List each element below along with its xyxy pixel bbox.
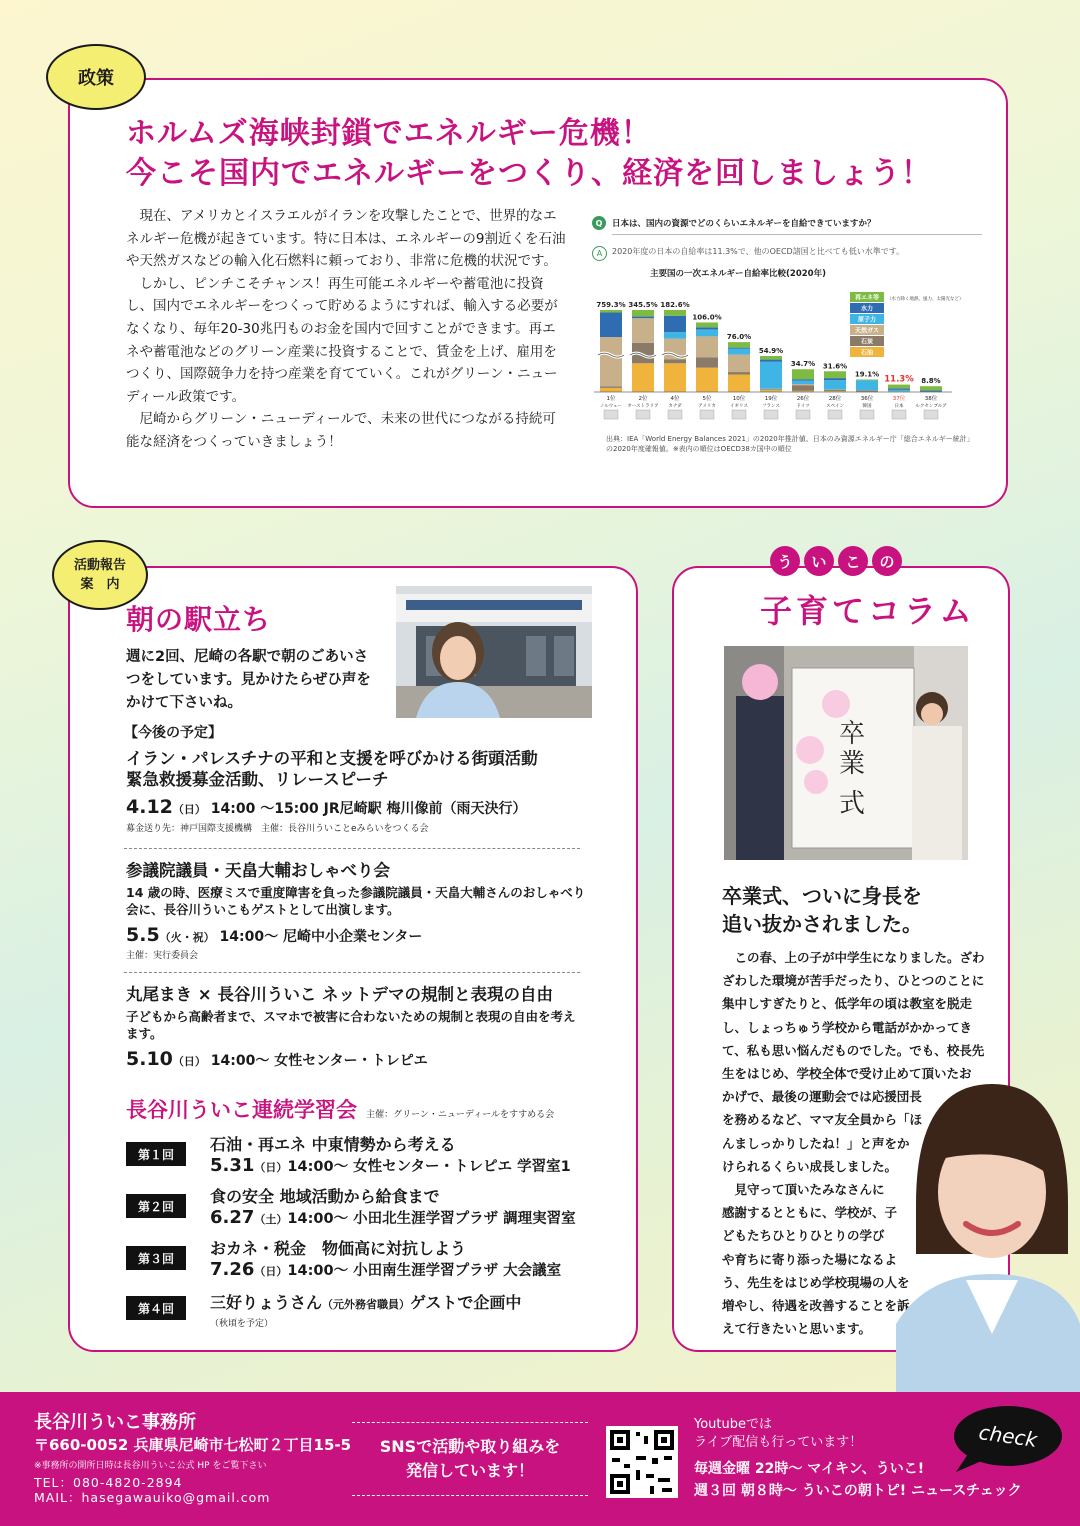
bar-value-label: 31.6% <box>822 362 848 371</box>
event-2-title: 参議院議員・天畠大輔おしゃべり会 <box>126 861 390 880</box>
bar-segment <box>696 336 718 357</box>
lecture-2-badge: 第２回 <box>126 1194 186 1218</box>
bar-category-label: ノルウェー <box>599 404 623 409</box>
policy-headline-line1: ホルムズ海峡封鎖でエネルギー危機！ <box>126 116 652 151</box>
column-headline-line1: 卒業式、ついに身長を <box>722 884 922 908</box>
lecture-2-title: 食の安全 地域活動から給食まで <box>210 1187 440 1206</box>
divider-1 <box>124 848 580 849</box>
event-3-title: 丸尾まき × 長谷川ういこ ネットデマの規制と表現の自由 <box>126 985 554 1004</box>
legend-label: 天然ガス <box>854 327 880 335</box>
bar-segment <box>600 337 622 386</box>
lecture-3-day: （日） <box>254 1265 288 1278</box>
office-name: 長谷川ういこ事務所 <box>34 1412 196 1433</box>
event-2-desc: 14 歳の時、医療ミスで重度障害を負った参議院議員・天畠大輔さんのおしゃべり会に、長谷川ういこもゲストとして出演します。 <box>126 885 586 917</box>
lecture-4-title-c: ゲストで企画中 <box>410 1293 522 1312</box>
bar-value-label: 8.8% <box>921 377 941 386</box>
bar-rank-label: 37位 <box>892 396 906 402</box>
chart-title: 主要国の一次エネルギー自給率比較(2020年) <box>650 269 826 279</box>
chart-source: 出典：IEA「World Energy Balances 2021」の2020年推計値、日本のみ資源エネルギー庁「総合エネルギー統計」の2020年度確報値。※表内の順位はOECD38カ国中の順位 <box>606 435 974 453</box>
bar-value-label: 11.3% <box>884 374 914 385</box>
youtube-line1: Youtubeでは <box>694 1417 772 1432</box>
column-line: この春、上の子が中学生になりました。ざわ <box>734 950 985 965</box>
schedule-label: 【今後の予定】 <box>124 725 222 741</box>
lecture-1-date <box>210 1156 571 1178</box>
lecture-2-date <box>210 1208 576 1230</box>
country-flag <box>636 410 650 419</box>
column-headline <box>722 882 922 938</box>
bar-segment <box>760 356 782 360</box>
bubble-ko-label: こ <box>845 552 861 571</box>
study-series-header <box>126 1094 554 1124</box>
youtube-line3: 毎週金曜 22時〜 マイキン、ういこ! <box>694 1461 925 1477</box>
graduation-photo-image <box>724 646 968 860</box>
lecture-2 <box>210 1186 576 1230</box>
event-3-rest: 14:00〜 女性センター・トレピエ <box>210 1053 428 1069</box>
bar-segment <box>888 385 910 389</box>
event-1-place: JR尼崎駅 梅川像前（雨天決行） <box>323 801 527 817</box>
policy-paragraph-2: しかし、ピンチこそチャンス！再生可能エネルギーや蓄電池に投資し、国内でエネルギーをつくって貯めるようにすれば、輸入する必要がなくなり、毎年20-30兆円ものお金を国内で回すことができます。再エネや蓄電池などのグリーン産業に投資することで、賃金を上げ、雇用をつくり、国際競争力を持つ産業を育てていく。これがグリーン・ニューディール政策です。 <box>126 275 558 405</box>
bar-segment <box>760 389 782 390</box>
policy-paragraph-3: 尼崎からグリーン・ニューディールで、未来の世代につながる持続可能な経済をつくっていきましょう！ <box>126 411 556 450</box>
bar-category-label: アメリカ <box>698 404 716 409</box>
event-1-day: （日） <box>172 803 206 816</box>
bar-segment <box>824 390 846 391</box>
column-line: を務めるなど、ママ友全員から「ほ <box>722 1112 923 1128</box>
event-3-desc: 子どもから高齢者まで、スマホで被害に合わないための規制と表現の自由を考えます。 <box>126 1009 576 1041</box>
event-2-day: （火・祝） <box>159 931 215 944</box>
bar-segment <box>696 329 718 336</box>
bar-rank-label: 5位 <box>702 396 712 402</box>
sns-line2: 発信しています！ <box>405 1461 534 1480</box>
bar-segment <box>728 372 750 374</box>
event-3 <box>126 984 586 1070</box>
country-flag <box>700 410 714 419</box>
bar-value-label: 759.3% <box>596 301 626 309</box>
bubble-u-label: う <box>777 552 793 571</box>
column-line: う、先生をはじめ学校現場の人を <box>722 1274 910 1290</box>
footer <box>0 1392 1080 1526</box>
bar-rank-label: 1位 <box>606 396 616 402</box>
bar-segment <box>792 369 814 379</box>
policy-paragraph-1: 現在、アメリカとイスラエルがイランを攻撃したことで、世界的なエネルギー危機が起きています。特に日本は、エネルギーの9割近くを石油や天然ガスなどの輸入化石燃料に頼っており、非常に危機的状況です。 <box>126 208 566 270</box>
station-photo <box>396 586 592 718</box>
qa-box <box>588 212 984 262</box>
bar-value-label: 76.0% <box>726 333 752 342</box>
answer-icon-label: A <box>596 249 603 258</box>
lecture-1-date-number: 5.31 <box>210 1155 255 1176</box>
bubble-i <box>804 546 834 576</box>
bar-rank-label: 36位 <box>860 396 874 402</box>
event-2 <box>126 860 586 961</box>
bar-category-label: 日本 <box>894 404 904 409</box>
answer-icon <box>592 246 607 261</box>
bar-rank-label: 10位 <box>732 396 746 402</box>
lecture-1 <box>210 1134 571 1178</box>
column-line: 集中しすぎたりと、低学年の頃は教室を脱走 <box>722 996 973 1012</box>
lecture-4-title-a: 三好りょうさん <box>210 1293 323 1312</box>
country-flag <box>604 410 618 419</box>
policy-body <box>126 205 566 454</box>
lecture-4 <box>210 1292 521 1329</box>
bar-segment <box>760 362 782 389</box>
column-line: 増やし、待遇を改善することを訴 <box>722 1298 910 1314</box>
lecture-4-title <box>210 1292 521 1316</box>
bar-segment <box>728 355 750 372</box>
lecture-4-title-b: （元外務省職員） <box>322 1298 411 1311</box>
question-icon-label: Q <box>595 218 603 228</box>
bar-segment <box>664 363 686 392</box>
lecture-3-date <box>210 1260 561 1282</box>
bubble-u <box>770 546 800 576</box>
country-flag <box>668 410 682 419</box>
bar-segment <box>760 389 782 390</box>
lecture-1-rest: 14:00〜 女性センター・トレピエ 学習室1 <box>287 1159 571 1175</box>
bar-segment <box>696 368 718 392</box>
bar-segment <box>696 322 718 327</box>
policy-headline-line2: 今こそ国内でエネルギーをつくり、経済を回しましょう！ <box>126 156 932 191</box>
activity-tag-line2: 案 内 <box>80 577 120 592</box>
lecture-3-date-number: 7.26 <box>210 1259 255 1280</box>
photo-sign-char-3: 式 <box>838 789 866 819</box>
bar-value-label: 19.1% <box>854 370 880 379</box>
sns-line1: SNSで活動や取り組みを <box>379 1437 561 1456</box>
country-flag <box>796 410 810 419</box>
youtube-line4: 週３回 朝８時〜 ういこの朝トピ! ニュースチェック <box>694 1483 1022 1499</box>
column-line: ざわした環境が苦手だったり、ひとつのことに <box>722 973 985 989</box>
divider-2 <box>124 972 580 973</box>
event-1-note: 募金送り先：神戸国際支援機構 主催：長谷川ういことeみらいをつくる会 <box>126 824 429 834</box>
office-note: ※事務所の開所日時は長谷川ういこ公式 HP をご覧下さい <box>34 1461 267 1471</box>
policy-tag-label: 政策 <box>78 68 114 89</box>
check-speech-bubble <box>946 1396 1066 1476</box>
bubble-ko <box>838 546 868 576</box>
youtube-line2: ライブ配信も行っています！ <box>694 1435 863 1450</box>
bar-segment <box>920 386 942 390</box>
column-line: 見守って頂いたみなさんに <box>734 1182 885 1198</box>
country-flag <box>892 410 906 419</box>
bar-category-label: イギリス <box>730 404 748 409</box>
bar-category-label: オーストラリア <box>627 404 659 409</box>
station-text: 週に2回、尼崎の各駅で朝のごあいさつをしています。見かけたらぜひ声をかけて下さいね。 <box>126 649 371 711</box>
country-flag <box>924 410 938 419</box>
bar-segment <box>728 349 750 355</box>
column-line: えて行きたいと思います。 <box>722 1321 872 1337</box>
bar-value-label: 345.5% <box>628 301 658 309</box>
bar-segment <box>600 386 622 388</box>
bar-segment <box>856 390 878 391</box>
event-2-date-number: 5.5 <box>126 924 160 946</box>
sns-box <box>352 1422 588 1496</box>
event-1-date <box>126 796 596 818</box>
column-line: 感謝するとともに、学校が、子 <box>722 1205 898 1221</box>
office-address: 〒660-0052 兵庫県尼崎市七松町２丁目15-5 <box>34 1436 352 1454</box>
activity-tag-line1: 活動報告 <box>73 558 126 573</box>
column-line: し、しょっちゅう学校から電話がかかってき <box>722 1019 973 1035</box>
bar-segment <box>728 375 750 392</box>
event-3-date <box>126 1048 586 1070</box>
lecture-4-badge: 第４回 <box>126 1296 186 1320</box>
column-line: んましっかりしたね！」と声をか <box>722 1135 910 1151</box>
bar-segment <box>664 310 686 316</box>
bar-category-label: カナダ <box>668 404 682 409</box>
bar-segment <box>792 384 814 385</box>
legend-note: （水力除く地熱、風力、太陽光など） <box>887 297 964 302</box>
bar-category-label: ドイツ <box>796 404 810 409</box>
bar-segment <box>632 318 654 343</box>
bar-segment <box>856 379 878 380</box>
lecture-1-day: （日） <box>254 1161 288 1174</box>
bar-rank-label: 19位 <box>764 396 778 402</box>
bar-segment <box>600 310 622 312</box>
study-series-title: 長谷川ういこ連続学習会 <box>126 1098 357 1122</box>
question-icon <box>592 216 606 230</box>
column-headline-line2: 追い抜かされました。 <box>722 912 922 936</box>
bar-segment <box>664 359 686 363</box>
bar-segment <box>632 317 654 319</box>
column-line: 生をはじめ、学校全体で受け止めて頂いたお <box>722 1066 972 1082</box>
lecture-3-title: おカネ・税金 物価高に対抗しよう <box>210 1239 467 1258</box>
photo-sign-char-2: 業 <box>838 749 866 779</box>
bar-segment <box>696 357 718 367</box>
bar-value-label: 182.6% <box>660 301 690 309</box>
event-1-title-line1: イラン・パレスチナの平和と支援を呼びかける街頭活動 <box>126 749 538 768</box>
legend-label: 石炭 <box>860 338 874 346</box>
bar-segment <box>728 342 750 347</box>
bar-segment <box>824 378 846 380</box>
country-flag <box>828 410 842 419</box>
energy-chart-block <box>588 212 984 462</box>
country-flag <box>732 410 746 419</box>
lecture-2-day: （土） <box>254 1213 288 1226</box>
event-1-title-line2: 緊急救援募金活動、リレースピーチ <box>126 770 389 789</box>
bar-segment <box>856 380 878 390</box>
question-rule <box>612 234 982 235</box>
bar-segment <box>600 388 622 392</box>
column-title: 子育てコラム <box>760 592 976 630</box>
bar-segment <box>824 380 846 389</box>
energy-self-sufficiency-chart <box>588 266 984 434</box>
event-1-time: 14:00 〜15:00 <box>210 801 319 817</box>
event-3-date-number: 5.10 <box>126 1048 173 1070</box>
lecture-1-badge: 第１回 <box>126 1142 186 1166</box>
lecture-1-title: 石油・再エネ 中東情勢から考える <box>210 1135 456 1154</box>
bar-value-label: 54.9% <box>758 346 784 355</box>
lecture-3 <box>210 1238 561 1282</box>
bar-segment <box>696 327 718 329</box>
qr-code-icon[interactable] <box>606 1426 678 1498</box>
bar-value-label: 34.7% <box>790 360 816 369</box>
lecture-3-badge: 第３回 <box>126 1246 186 1270</box>
column-line: て、私も思い悩んだものでした。でも、校長先 <box>722 1042 985 1058</box>
bar-segment <box>888 390 910 391</box>
event-1 <box>126 748 596 834</box>
country-flag <box>860 410 874 419</box>
lecture-2-rest: 14:00〜 小田北生涯学習プラザ 調理実習室 <box>287 1211 576 1227</box>
legend-label: 再エネ等 <box>854 294 880 302</box>
bar-segment <box>792 381 814 384</box>
bar-segment <box>664 332 686 339</box>
bar-rank-label: 26位 <box>796 396 810 402</box>
bar-rank-label: 28位 <box>828 396 842 402</box>
column-line: けられるくらい成長しました。 <box>722 1158 898 1174</box>
check-label: check <box>977 1420 1039 1452</box>
portrait-photo <box>896 1074 1080 1392</box>
bar-segment <box>664 316 686 332</box>
bar-segment <box>728 348 750 349</box>
bubble-no-label: の <box>879 552 895 571</box>
bar-segment <box>792 385 814 391</box>
bar-rank-label: 4位 <box>670 396 680 402</box>
bar-segment <box>920 390 942 391</box>
bar-segment <box>792 379 814 380</box>
policy-tag <box>46 44 146 110</box>
chart-answer: 2020年度の日本の自給率は11.3%で、他のOECD諸国と比べても低い水準です。 <box>612 247 905 256</box>
event-2-rest: 14:00〜 尼崎中小企業センター <box>219 929 423 945</box>
column-bubbles <box>770 546 902 576</box>
column-line: どもたちひとりひとりの学び <box>722 1228 885 1244</box>
legend-label: 水力 <box>860 305 874 313</box>
column-line: や育ちに寄り添った場になるよ <box>722 1251 898 1267</box>
station-photo-image <box>396 586 592 718</box>
policy-headline <box>126 114 996 194</box>
bar-segment <box>632 310 654 317</box>
event-3-day: （日） <box>172 1055 206 1068</box>
column-line: かげで、最後の運動会では応援団長 <box>722 1089 922 1105</box>
office-mail: MAIL：hasegawauiko@gmail.com <box>34 1490 271 1505</box>
bar-segment <box>824 371 846 378</box>
event-2-note: 主催：実行委員会 <box>126 951 199 961</box>
bar-segment <box>760 360 782 362</box>
graduation-photo <box>724 646 968 860</box>
lecture-3-rest: 14:00〜 小田南生涯学習プラザ 大会議室 <box>287 1263 562 1279</box>
station-title: 朝の駅立ち <box>126 603 272 636</box>
office-tel: TEL：080-4820-2894 <box>34 1475 183 1490</box>
bar-category-label: 韓国 <box>862 404 872 409</box>
bubble-no <box>872 546 902 576</box>
bar-rank-label: 38位 <box>924 396 938 402</box>
bar-segment <box>888 388 910 389</box>
lecture-4-note: （秋頃を予定） <box>210 1319 274 1329</box>
bar-segment <box>600 312 622 337</box>
legend-label: 原子力 <box>857 316 877 324</box>
study-series-organizer: 主催：グリーン・ニューディールをすすめる会 <box>366 1110 555 1120</box>
bar-segment <box>632 363 654 392</box>
bubble-i-label: い <box>811 552 827 571</box>
bar-value-label: 106.0% <box>692 313 722 322</box>
bar-category-label: ルクセンブルグ <box>915 404 947 409</box>
bar-category-label: フランス <box>762 404 780 409</box>
event-2-date <box>126 924 586 946</box>
bar-category-label: スペイン <box>826 404 844 409</box>
bar-rank-label: 2位 <box>638 396 648 402</box>
photo-sign-char-1: 卒 <box>838 719 866 749</box>
legend-label: 石油 <box>860 349 874 357</box>
country-flag <box>764 410 778 419</box>
chart-question: 日本は、国内の資源でどのくらいエネルギーを自給できていますか？ <box>612 219 876 229</box>
event-1-date-number: 4.12 <box>126 796 173 818</box>
lecture-2-date-number: 6.27 <box>210 1207 255 1228</box>
